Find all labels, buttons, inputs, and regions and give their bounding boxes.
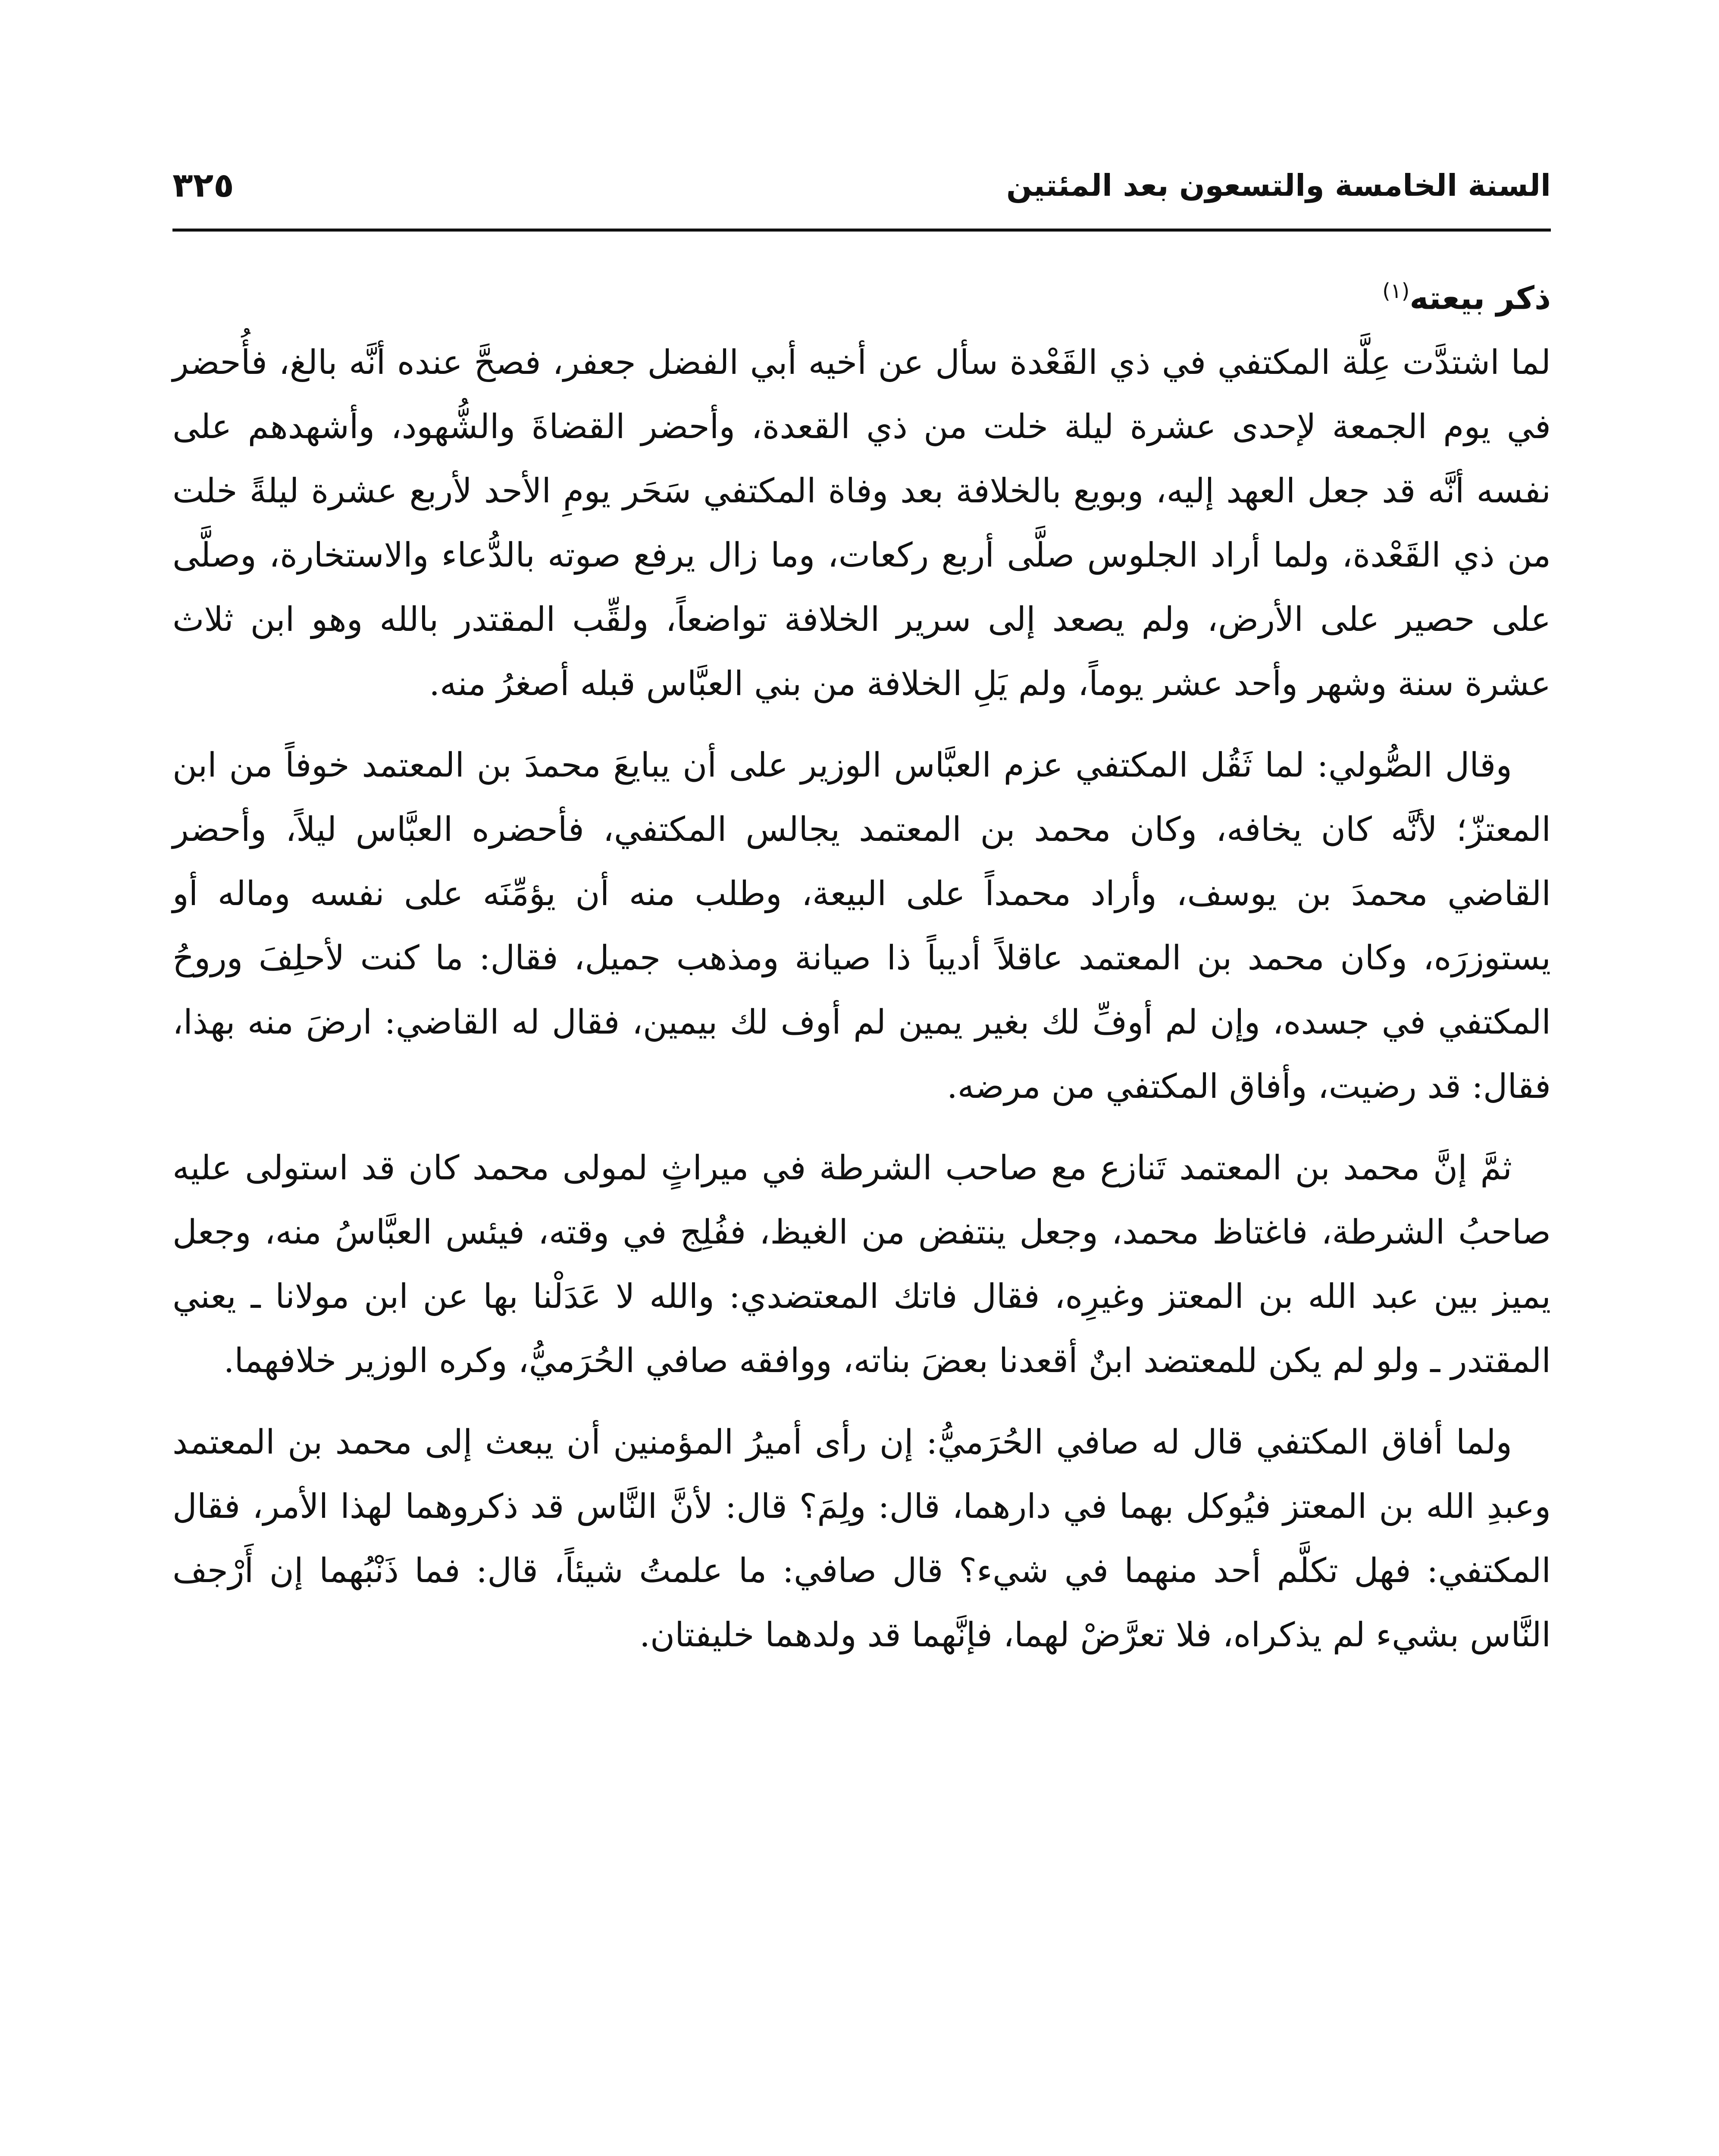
footnote-reference: (١): [1382, 279, 1410, 303]
section-heading-text: ذكر بيعته: [1409, 279, 1551, 317]
main-text: [172, 259, 1551, 1685]
paragraph-3: ثمَّ إنَّ محمد بن المعتمد تَنازع مع صاحب الشرطة في ميراثٍ لمولى محمد كان قد استولى عليه صاحبُ الشرطة، فاغتاظ محمد، وجعل ينتفض من الغيظ، ففُلِج في وقته، فيئس العبَّاسُ منه، وجعل يميز بين عبد الله بن المعتز وغيرِه، فقال فاتك المعتضدي: والله لا عَدَلْنا بها عن ابن مولانا ـ يعني المقتدر ـ ولو لم يكن للمعتضد ابنٌ أقعدنا بعضَ بناته، ووافقه صافي الحُرَميُّ، وكره الوزير خلافهما.: [172, 1148, 1551, 1380]
page-number: ٣٢٥: [172, 166, 234, 205]
paragraph-1: لما اشتدَّت عِلَّة المكتفي في ذي القَعْدة سأل عن أخيه أبي الفضل جعفر، فصحَّ عنده أنَّه بالغ، فأُحضر في يوم الجمعة لإحدى عشرة ليلة خلت من ذي القعدة، وأحضر القضاةَ والشُّهود، وأشهدهم على نفسه أنَّه قد جعل العهد إليه، وبويع بالخلافة بعد وفاة المكتفي سَحَر يومِ الأحد لأربع عشرة ليلةً خلت من ذي القَعْدة، ولما أراد الجلوس صلَّى أربع ركعات، وما زال يرفع صوته بالدُّعاء والاستخارة، وصلَّى على حصير على الأرض، ولم يصعد إلى سرير الخلافة تواضعاً، ولقِّب المقتدر بالله وهو ابن ثلاث عشرة سنة وشهر وأحد عشر يوماً، ولم يَلِ الخلافة من بني العبَّاس قبله أصغرُ منه.: [172, 343, 1551, 703]
header-divider: [172, 229, 1551, 232]
section-heading: [172, 259, 1551, 331]
paragraph-2: وقال الصُّولي: لما ثَقُل المكتفي عزم العبَّاس الوزير على أن يبايعَ محمدَ بن المعتمد خوفاً من ابن المعتزّ؛ لأنَّه كان يخافه، وكان محمد بن المعتمد يجالس المكتفي، فأحضره العبَّاس ليلاً، وأحضر القاضي محمدَ بن يوسف، وأراد محمداً على البيعة، وطلب منه أن يؤمِّنَه على نفسه وماله أو يستوزرَه، وكان محمد بن المعتمد عاقلاً أديباً ذا صيانة ومذهب جميل، فقال: ما كنت لأحلِفَ وروحُ المكتفي في جسده، وإن لم أوفِّ لك بغير يمين لم أوف لك بيمين، فقال له القاضي: ارضَ منه بهذا، فقال: قد رضيت، وأفاق المكتفي من مرضه.: [172, 746, 1551, 1106]
page-header: [172, 151, 1551, 220]
paragraph-4: ولما أفاق المكتفي قال له صافي الحُرَميُّ: إن رأى أميرُ المؤمنين أن يبعث إلى محمد بن المعتمد وعبدِ الله بن المعتز فيُوكل بهما في دارهما، قال: ولِمَ؟ قال: لأنَّ النَّاس قد ذكروهما لهذا الأمر، فقال المكتفي: فهل تكلَّم أحد منهما في شيء؟ قال صافي: ما علمتُ شيئاً، قال: فما ذَنْبُهما إن أَرْجف النَّاس بشيء لم يذكراه، فلا تعرَّضْ لهما، فإنَّهما قد ولدهما خليفتان.: [172, 1423, 1551, 1655]
running-title: السنة الخامسة والتسعون بعد المئتين: [1006, 168, 1551, 203]
